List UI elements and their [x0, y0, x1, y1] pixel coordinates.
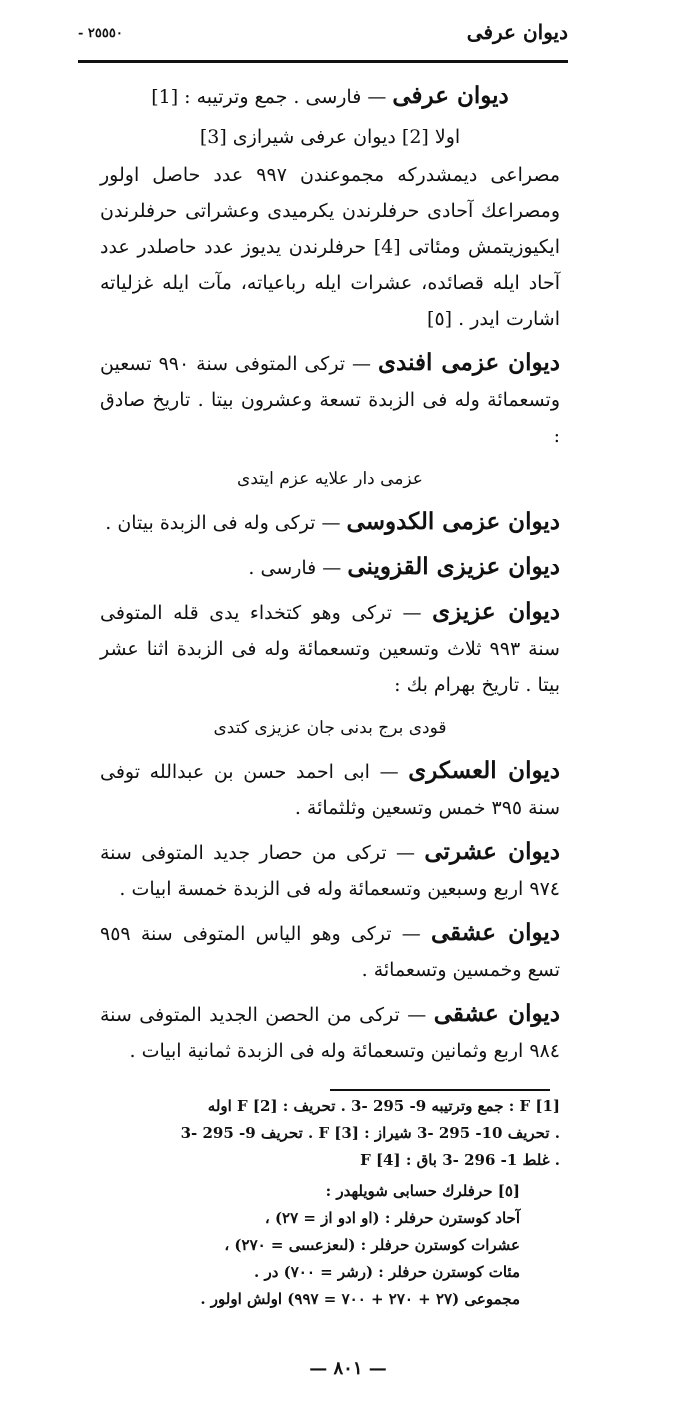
footnote: . غلط 1- 296 -3 باق : F [4]: [360, 1151, 560, 1169]
entry-heading: ديوان العسكرى: [408, 757, 560, 784]
entry-text: — تركى وله فى الزبدة بيتان .: [105, 512, 347, 534]
footnote: . تحريف 10- 295 -3 شيراز : F [3] . تحريف 9- 295 -3: [180, 1124, 560, 1142]
entry-heading: ديوان عزمى الكدوسى: [346, 508, 560, 535]
entry: [100, 504, 560, 541]
entry-text: — تركى من الحصن الجديد المتوفى سنة ٩٨٤ اربع وثمانين وتسعمائة وله فى الزبدة ثمانية ابيات .: [100, 1004, 560, 1062]
calc-line: مئات كوسترن حرفلر : (رشر = ٧٠٠) در .: [254, 1263, 520, 1281]
verse: قودى برج بدنى جان عزيزى كتدى: [213, 718, 447, 738]
page-mark: - ٢٥٥٥٠: [78, 26, 123, 41]
calc-line: [٥] حرفلرك حسابى شويلهدر :: [325, 1182, 520, 1200]
verse: عزمى دار علايه عزم ايتدى: [237, 469, 423, 489]
entry: [100, 834, 560, 907]
entry-heading: ديوان عشقى: [433, 1000, 560, 1027]
entry-heading: ديوان عزيزى القزوينى: [347, 553, 560, 580]
footnote: [1] F : جمع وترتيبه 9- 295 -3 . تحريف : F [2] اوله: [207, 1097, 560, 1115]
entry-text: مصراعى ديمشدركه مجموعندن ٩٩٧ عدد حاصل اولور ومصراعك آحادى حرفلرندن يكرميدى وعشراتى حرفلرندن ايكيوزيتمش ومئاتى [4] حرفلرندن يديوز عدد حاصلدر عدد آحاد ايله قصائده، عشرات ايله رباعياته، مآت ايله غزلياته اشارت ايدر . [٥]: [100, 164, 561, 330]
footnotes: [100, 1093, 560, 1174]
entry-heading: ديوان عزمى افندى: [378, 349, 560, 376]
entry: [100, 78, 560, 115]
entry-heading: ديوان عشرتى: [424, 838, 560, 865]
entry: [100, 157, 560, 337]
entry-text: — تركى وهو الياس المتوفى سنة ٩٥٩ تسع وخمسين وتسعمائة .: [100, 923, 560, 981]
entry: [100, 996, 560, 1069]
main-text: [100, 78, 560, 1077]
calc-line: مجموعى (٢٧ + ٢٧٠ + ٧٠٠ = ٩٩٧) اولش اولور .: [200, 1290, 520, 1308]
footnote-calculation: [100, 1178, 520, 1313]
entry: [100, 549, 560, 586]
entry-text: — فارسى . جمع وترتيبه : [1]: [151, 86, 393, 108]
entry-text: — تركى من حصار جديد المتوفى سنة ٩٧٤ اربع وسبعين وتسعمائة وله فى الزبدة خمسة ابيات .: [100, 842, 560, 900]
running-title: ديوان عرفى: [466, 20, 568, 44]
entry-text: — فارسى .: [248, 557, 348, 579]
entry-text: — تركى وهو كتخداء يدى قله المتوفى سنة ٩٩٣ ثلاث وتسعين وتسعمائة وله فى الزبدة اثنا عشر بيتا . تاريخ بهرام بك :: [100, 602, 560, 696]
entry: [100, 119, 560, 155]
entry-text: — ابى احمد حسن بن عبدالله توفى سنة ٣٩٥ خمس وتسعين وثلثمائة .: [100, 761, 560, 819]
entry: [100, 594, 560, 703]
entry-heading: ديوان عشقى: [430, 919, 560, 946]
entry-heading: ديوان عرفى: [392, 82, 509, 109]
entry-text: اولا [2] ديوان عرفى شيرازى [3]: [199, 126, 461, 148]
header-rule: [78, 60, 568, 63]
entry-text: — تركى المتوفى سنة ٩٩٠ تسعين وتسعمائة وله فى الزبدة تسعة وعشرون بيتا . تاريخ صادق :: [100, 353, 560, 447]
calc-line: عشرات كوسترن حرفلر : (لىعزعىىىى = ٢٧٠) ،: [224, 1236, 520, 1254]
entry-heading: ديوان عزيزى: [432, 598, 560, 625]
page-header: [78, 18, 568, 58]
calc-line: آحاد كوسترن حرفلر : (او ادو از = ٢٧) ،: [264, 1209, 520, 1227]
entry: [100, 753, 560, 826]
page-number: — ٨٠١ —: [309, 1358, 387, 1379]
entry: [100, 915, 560, 988]
entry: [100, 345, 560, 454]
footnote-rule: [330, 1089, 550, 1091]
